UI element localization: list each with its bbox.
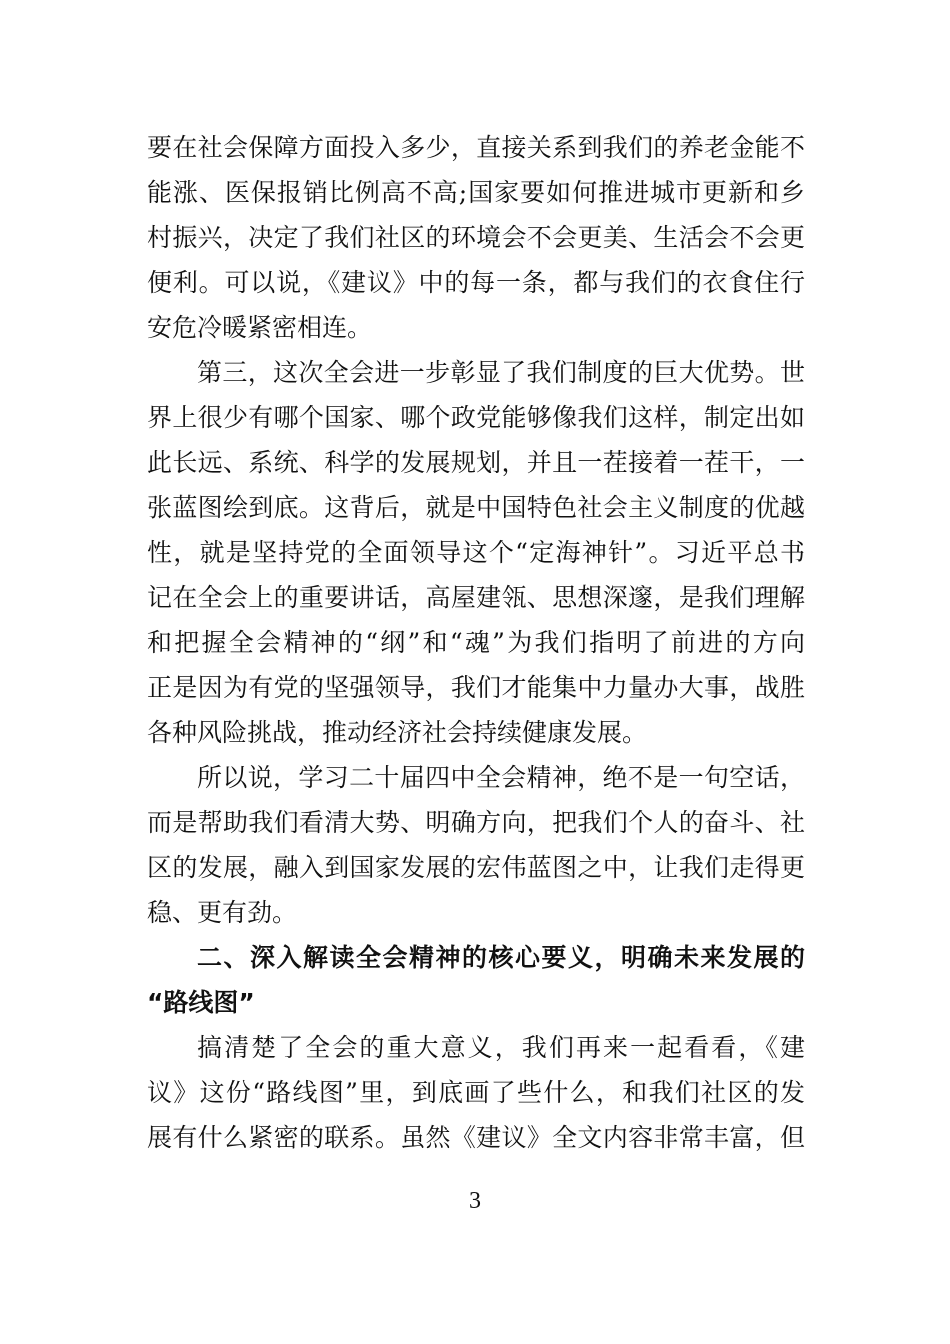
text-line: 界上很少有哪个国家、哪个政党能够像我们这样，制定出如 <box>147 403 805 432</box>
text-line: 第三，这次全会进一步彰显了我们制度的巨大优势。世 <box>197 358 805 387</box>
paragraph <box>147 1025 805 1160</box>
text-line: 搞清楚了全会的重大意义，我们再来一起看看，《建 <box>197 1033 805 1062</box>
text-line: 和把握全会精神的“纲”和“魂”为我们指明了前进的方向 <box>147 628 805 657</box>
heading-line: 二、深入解读全会精神的核心要义，明确未来发展的 <box>197 943 805 972</box>
heading-line: “路线图” <box>147 988 255 1017</box>
text-line: 展有什么紧密的联系。虽然《建议》全文内容非常丰富，但 <box>147 1123 805 1152</box>
text-line: 而是帮助我们看清大势、明确方向，把我们个人的奋斗、社 <box>147 808 805 837</box>
paragraph <box>147 125 805 350</box>
text-line: 各种风险挑战，推动经济社会持续健康发展。 <box>147 718 648 747</box>
text-line: 所以说，学习二十届四中全会精神，绝不是一句空话， <box>197 763 805 792</box>
paragraph <box>147 755 805 935</box>
text-line: 性，就是坚持党的全面领导这个“定海神针”。习近平总书 <box>147 538 805 567</box>
paragraph <box>147 350 805 755</box>
text-line: 正是因为有党的坚强领导，我们才能集中力量办大事，战胜 <box>147 673 805 702</box>
text-line: 张蓝图绘到底。这背后，就是中国特色社会主义制度的优越 <box>147 493 805 522</box>
text-line: 要在社会保障方面投入多少，直接关系到我们的养老金能不 <box>147 133 805 162</box>
page-number: 3 <box>469 1188 481 1214</box>
text-line: 稳、更有劲。 <box>147 898 298 927</box>
text-line: 记在全会上的重要讲话，高屋建瓴、思想深邃，是我们理解 <box>147 583 805 612</box>
text-line: 此长远、系统、科学的发展规划，并且一茬接着一茬干，一 <box>147 448 805 477</box>
text-line: 议》这份“路线图”里，到底画了些什么，和我们社区的发 <box>147 1078 805 1107</box>
document-body <box>147 125 805 1160</box>
text-line: 安危冷暖紧密相连。 <box>147 313 373 342</box>
text-line: 区的发展，融入到国家发展的宏伟蓝图之中，让我们走得更 <box>147 853 805 882</box>
text-line: 便利。可以说，《建议》中的每一条，都与我们的衣食住行 <box>147 268 805 297</box>
text-line: 村振兴，决定了我们社区的环境会不会更美、生活会不会更 <box>147 223 805 252</box>
text-line: 能涨、医保报销比例高不高;国家要如何推进城市更新和乡 <box>147 178 805 207</box>
section-heading <box>147 935 805 1025</box>
